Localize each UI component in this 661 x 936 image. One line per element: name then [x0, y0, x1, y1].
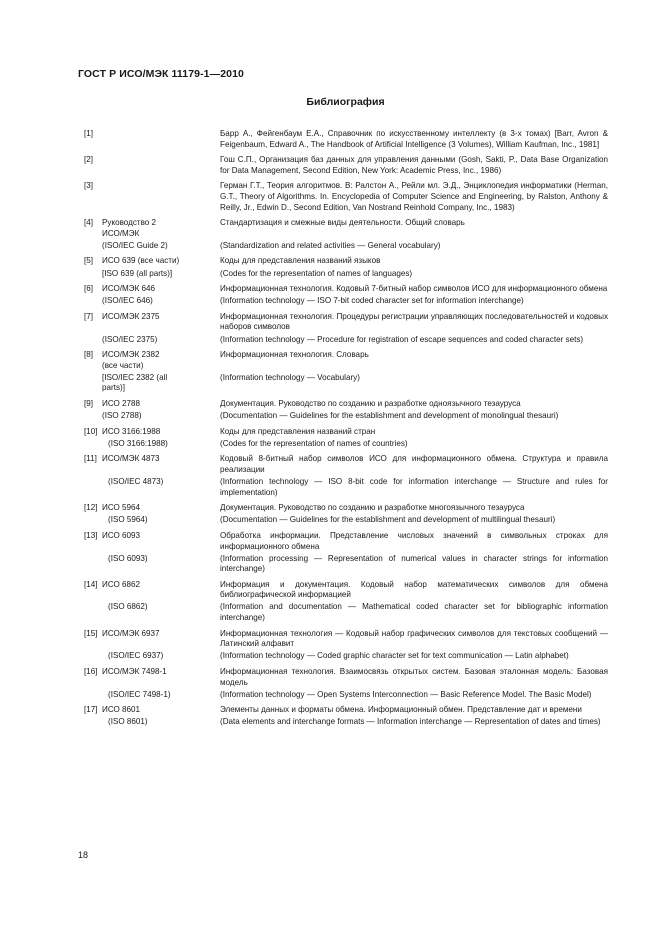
entry-number	[84, 690, 100, 701]
entry-number	[84, 296, 100, 307]
entry-text: Информационная технология. Взаимосвязь открытых систем. Базовая эталонная модель: Базовая модель	[220, 666, 608, 687]
entry-text: Герман Г.Т., Теория алгоритмов. В: Ралстон А., Рейли мл. Э.Д., Энциклопедия информатики (Herman, G.T., Theory of Algorithms. In. Encyclopedia of Computer Science and Engineering, by Ralston, Anthony & Reilly, Jr., Edwin D., Second Edition, Van Nostrand Reinhold Company, Inc., 1983)	[220, 181, 608, 212]
page-number: 18	[78, 850, 89, 860]
bibliography-entry	[84, 155, 608, 176]
bibliography-title: Библиография	[306, 96, 385, 108]
entry-reference: ИСО/МЭК 2375	[102, 311, 160, 321]
entry-text: (Information technology — ISO 7-bit coded character set for information interchange)	[220, 296, 524, 306]
entry-reference: (ISO/IEC Guide 2)	[102, 240, 168, 250]
entry-number: [12]	[84, 503, 98, 513]
entry-reference: ИСО/МЭК 6937	[102, 628, 160, 638]
bibliography-entry-translation	[84, 554, 608, 575]
entry-number: [7]	[84, 311, 93, 321]
entry-text: Стандартизация и смежные виды деятельности. Общий словарь	[220, 218, 465, 228]
entry-reference: [ISO 639 (all parts)]	[102, 268, 173, 278]
entry-number: [11]	[84, 454, 97, 464]
entry-number: [5]	[84, 256, 93, 266]
bibliography-entry-translation	[84, 439, 608, 450]
entry-number	[84, 554, 100, 575]
bibliography-entry	[84, 667, 608, 688]
entry-number: [1]	[84, 129, 93, 138]
entry-text: (Codes for the representation of names of countries)	[220, 438, 408, 448]
bibliography-list	[84, 129, 608, 728]
entry-reference: ИСО 6862	[102, 579, 141, 589]
entry-number: [9]	[84, 398, 93, 408]
entry-number: [4]	[84, 218, 93, 228]
entry-number	[84, 515, 100, 526]
entry-text: Документация. Руководство по созданию и разработке одноязычного тезауруса	[220, 398, 521, 408]
bibliography-entry-translation	[84, 296, 608, 307]
entry-text: (Standardization and related activities — General vocabulary)	[220, 240, 441, 250]
entry-number	[84, 335, 100, 346]
bibliography-entry	[84, 705, 608, 716]
entry-text: Информационная технология. Словарь	[220, 350, 369, 360]
bibliography-entry-translation	[84, 373, 608, 394]
entry-number: [17]	[84, 705, 98, 715]
entry-text: Элементы данных и форматы обмена. Информационный обмен. Представление дат и времени	[220, 705, 582, 715]
bibliography-entry	[84, 629, 608, 650]
entry-reference: ИСО 639 (все части)	[102, 256, 180, 266]
entry-text: Документация. Руководство по созданию и разработке многоязычного тезауруса	[220, 503, 525, 513]
bibliography-entry-translation	[84, 717, 608, 728]
entry-text: Коды для представления названий стран	[220, 426, 376, 436]
entry-number: [10]	[84, 426, 98, 436]
entry-reference: ИСО 5964	[102, 503, 141, 513]
entry-reference: ИСО 3166:1988	[102, 426, 161, 436]
entry-number	[84, 651, 100, 662]
bibliography-entry-translation	[84, 477, 608, 498]
entry-number: [6]	[84, 284, 93, 294]
entry-text: (Information technology — ISO 8-bit code for information interchange — Structure and rules for implementation)	[220, 477, 608, 497]
bibliography-entry	[84, 312, 608, 333]
entry-reference: (ISO 5964)	[108, 515, 148, 525]
entry-reference: ИСО/МЭК 646	[102, 284, 156, 294]
entry-text: Гош С.П., Организация баз данных для управления данными (Gosh, Sakti, P., Data Base Organization for Data Management, Second Edition, New York: Academic Press, Inc., 1986)	[220, 155, 608, 175]
entry-number	[84, 373, 100, 394]
entry-reference: ИСО/МЭК 2382 (все части)	[102, 350, 160, 370]
bibliography-entry-translation	[84, 241, 608, 252]
entry-reference: (ISO 2788)	[102, 411, 142, 421]
entry-text: (Information technology — Vocabulary)	[220, 372, 360, 382]
entry-number: [13]	[84, 530, 98, 540]
entry-text: Информационная технология. Процедуры регистрации управляющих последовательностей и кодовых наборов символов	[220, 311, 608, 332]
bibliography-entry-translation	[84, 515, 608, 526]
standard-code-header: ГОСТ Р ИСО/МЭК 11179-1—2010	[78, 68, 244, 80]
bibliography-entry	[84, 218, 608, 239]
bibliography-entry	[84, 427, 608, 438]
bibliography-entry	[84, 531, 608, 552]
bibliography-entry	[84, 256, 608, 267]
entry-number	[84, 602, 100, 623]
entry-text: Информация и документация. Кодовый набор математических символов для обмена библиографической информацией	[220, 579, 608, 600]
entry-reference: (ISO 6862)	[108, 602, 148, 612]
bibliography-entry	[84, 129, 608, 150]
entry-reference: (ISO/IEC 7498-1)	[108, 689, 171, 699]
entry-text: (Information technology — Coded graphic character set for text communication — Latin alphabet)	[220, 651, 569, 661]
bibliography-entry-translation	[84, 651, 608, 662]
entry-number: [16]	[84, 666, 98, 676]
bibliography-entry	[84, 350, 608, 371]
entry-reference	[100, 155, 220, 176]
entry-reference: (ISO 6093)	[108, 553, 148, 563]
entry-number	[84, 477, 100, 498]
entry-reference	[100, 181, 220, 213]
bibliography-entry-translation	[84, 690, 608, 701]
entry-number: [8]	[84, 350, 93, 360]
entry-reference	[100, 129, 220, 150]
entry-number	[84, 717, 100, 728]
entry-reference: ИСО/МЭК 4873	[102, 454, 160, 464]
bibliography-entry-translation	[84, 602, 608, 623]
entry-reference: Руководство 2 ИСО/МЭК	[102, 218, 157, 238]
entry-number	[84, 269, 100, 280]
bibliography-entry-translation	[84, 335, 608, 346]
entry-reference: (ISO/IEC 6937)	[108, 651, 164, 661]
entry-number	[84, 411, 100, 422]
entry-reference: (ISO 8601)	[108, 717, 148, 727]
entry-text: (Documentation — Guidelines for the establishment and development of multilingual thesauri)	[220, 515, 556, 525]
entry-text: Барр А., Фейгенбаум Е.А., Справочник по искусственному интеллекту (в 3-х томах) [Barr, Avron & Feigenbaum, Edward A., The Handbook of Artificial Intelligence (3 Volumes), William Kaufman, Inc., 1981]	[220, 129, 608, 149]
entry-text: (Codes for the representation of names of languages)	[220, 268, 413, 278]
entry-reference: (ISO/IEC 2375)	[102, 334, 158, 344]
bibliography-entry-translation	[84, 411, 608, 422]
entry-number: [2]	[84, 155, 93, 165]
entry-text: (Information and documentation — Mathematical coded character set for bibliographic information interchange)	[220, 602, 608, 623]
entry-reference: [ISO/IEC 2382 (all parts)]	[102, 372, 168, 393]
entry-text: Информационная технология — Кодовый набор графических символов для текстовых сообщений — Латинский алфавит	[220, 628, 608, 649]
bibliography-entry	[84, 284, 608, 295]
entry-number	[84, 439, 100, 450]
entry-text: Кодовый 8-битный набор символов ИСО для информационного обмена. Структура и правила реализации	[220, 454, 608, 474]
entry-reference: (ISO 3166:1988)	[108, 438, 168, 448]
entry-number	[84, 241, 100, 252]
entry-reference: (ISO/IEC 646)	[102, 296, 153, 306]
bibliography-entry-translation	[84, 269, 608, 280]
entry-reference: ИСО 2788	[102, 398, 141, 408]
bibliography-entry	[84, 503, 608, 514]
entry-text: Обработка информации. Представление числовых значений в символьных строках для информационного обмена	[220, 530, 608, 551]
entry-text: Информационная технология. Кодовый 7-битный набор символов ИСО для информационного обмена	[220, 284, 608, 294]
entry-text: (Data elements and interchange formats — Information interchange — Representation of dates and times)	[220, 717, 601, 727]
bibliography-entry	[84, 454, 608, 475]
entry-reference: ИСО/МЭК 7498-1	[102, 666, 167, 676]
entry-reference: ИСО 6093	[102, 530, 141, 540]
entry-reference: ИСО 8601	[102, 705, 141, 715]
entry-number: [15]	[84, 628, 98, 638]
entry-number: [3]	[84, 181, 93, 191]
entry-text: (Information technology — Open Systems Interconnection — Basic Reference Model. The Basic Model)	[220, 689, 592, 699]
entry-text: (Information processing — Representation of numerical values in character strings for information interchange)	[220, 553, 608, 574]
entry-text: (Information technology — Procedure for registration of escape sequences and coded character sets)	[220, 334, 584, 344]
entry-reference: (ISO/IEC 4873)	[108, 477, 164, 487]
bibliography-entry	[84, 580, 608, 601]
entry-text: Коды для представления названий языков	[220, 256, 381, 266]
bibliography-entry	[84, 399, 608, 410]
bibliography-entry	[84, 181, 608, 213]
entry-number: [14]	[84, 579, 98, 589]
entry-text: (Documentation — Guidelines for the establishment and development of monolingual thesauri)	[220, 411, 559, 421]
